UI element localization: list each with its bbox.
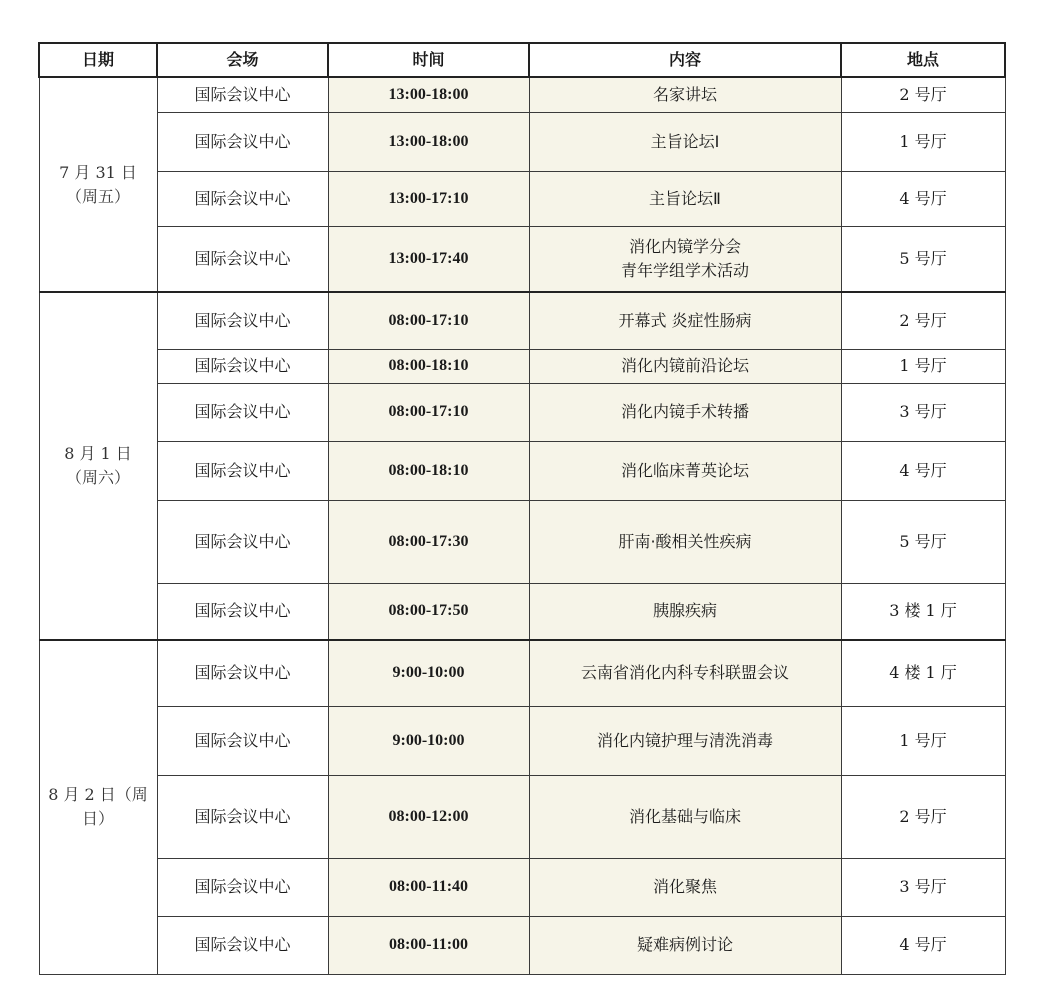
table-row bbox=[39, 171, 1005, 226]
time-cell: 13:00-17:10 bbox=[328, 171, 529, 226]
time-cell: 9:00-10:00 bbox=[328, 706, 529, 775]
venue-cell: 国际会议中心 bbox=[157, 349, 328, 383]
header-date: 日期 bbox=[39, 43, 157, 77]
content-cell: 消化内镜前沿论坛 bbox=[529, 349, 841, 383]
time-cell: 08:00-17:30 bbox=[328, 500, 529, 583]
venue-cell: 国际会议中心 bbox=[157, 226, 328, 292]
venue-cell: 国际会议中心 bbox=[157, 706, 328, 775]
time-cell: 9:00-10:00 bbox=[328, 640, 529, 706]
table-row bbox=[39, 583, 1005, 640]
header-room: 地点 bbox=[841, 43, 1005, 77]
date-cell: 8 月 1 日 （周六） bbox=[39, 292, 157, 640]
venue-cell: 国际会议中心 bbox=[157, 441, 328, 500]
table-row bbox=[39, 916, 1005, 974]
table-row bbox=[39, 706, 1005, 775]
venue-cell: 国际会议中心 bbox=[157, 858, 328, 916]
venue-cell: 国际会议中心 bbox=[157, 775, 328, 858]
content-cell: 消化基础与临床 bbox=[529, 775, 841, 858]
table-row bbox=[39, 640, 1005, 706]
room-cell: 1 号厅 bbox=[841, 706, 1005, 775]
room-cell: 4 楼 1 厅 bbox=[841, 640, 1005, 706]
room-cell: 1 号厅 bbox=[841, 349, 1005, 383]
room-cell: 2 号厅 bbox=[841, 775, 1005, 858]
content-cell: 消化内镜学分会 青年学组学术活动 bbox=[529, 226, 841, 292]
venue-cell: 国际会议中心 bbox=[157, 292, 328, 349]
room-cell: 5 号厅 bbox=[841, 226, 1005, 292]
venue-cell: 国际会议中心 bbox=[157, 916, 328, 974]
table-row bbox=[39, 349, 1005, 383]
content-cell: 疑难病例讨论 bbox=[529, 916, 841, 974]
content-cell: 肝南·酸相关性疾病 bbox=[529, 500, 841, 583]
content-cell: 主旨论坛Ⅰ bbox=[529, 112, 841, 171]
date-cell: 8 月 2 日（周 日） bbox=[39, 640, 157, 974]
content-cell: 名家讲坛 bbox=[529, 77, 841, 112]
venue-cell: 国际会议中心 bbox=[157, 77, 328, 112]
time-cell: 13:00-18:00 bbox=[328, 77, 529, 112]
time-cell: 08:00-17:10 bbox=[328, 383, 529, 441]
header-content: 内容 bbox=[529, 43, 841, 77]
venue-cell: 国际会议中心 bbox=[157, 583, 328, 640]
room-cell: 3 号厅 bbox=[841, 383, 1005, 441]
table-header bbox=[39, 43, 1005, 77]
venue-cell: 国际会议中心 bbox=[157, 640, 328, 706]
venue-cell: 国际会议中心 bbox=[157, 500, 328, 583]
table-row bbox=[39, 500, 1005, 583]
schedule-table bbox=[38, 42, 1006, 975]
header-time: 时间 bbox=[328, 43, 529, 77]
table-row bbox=[39, 112, 1005, 171]
venue-cell: 国际会议中心 bbox=[157, 383, 328, 441]
table-row bbox=[39, 77, 1005, 112]
room-cell: 5 号厅 bbox=[841, 500, 1005, 583]
date-cell: 7 月 31 日 （周五） bbox=[39, 77, 157, 292]
header-row bbox=[39, 43, 1005, 77]
table-row bbox=[39, 858, 1005, 916]
room-cell: 4 号厅 bbox=[841, 441, 1005, 500]
table-row bbox=[39, 226, 1005, 292]
header-venue: 会场 bbox=[157, 43, 328, 77]
room-cell: 3 号厅 bbox=[841, 858, 1005, 916]
time-cell: 08:00-11:40 bbox=[328, 858, 529, 916]
content-cell: 主旨论坛Ⅱ bbox=[529, 171, 841, 226]
content-cell: 云南省消化内科专科联盟会议 bbox=[529, 640, 841, 706]
table-row bbox=[39, 775, 1005, 858]
time-cell: 13:00-17:40 bbox=[328, 226, 529, 292]
time-cell: 08:00-17:10 bbox=[328, 292, 529, 349]
room-cell: 2 号厅 bbox=[841, 77, 1005, 112]
content-cell: 消化临床菁英论坛 bbox=[529, 441, 841, 500]
table-body bbox=[39, 77, 1005, 974]
room-cell: 2 号厅 bbox=[841, 292, 1005, 349]
time-cell: 08:00-18:10 bbox=[328, 349, 529, 383]
content-cell: 消化内镜护理与清洗消毒 bbox=[529, 706, 841, 775]
room-cell: 3 楼 1 厅 bbox=[841, 583, 1005, 640]
venue-cell: 国际会议中心 bbox=[157, 112, 328, 171]
content-cell: 消化内镜手术转播 bbox=[529, 383, 841, 441]
room-cell: 4 号厅 bbox=[841, 171, 1005, 226]
time-cell: 08:00-17:50 bbox=[328, 583, 529, 640]
table-row bbox=[39, 292, 1005, 349]
table-row bbox=[39, 383, 1005, 441]
content-cell: 开幕式 炎症性肠病 bbox=[529, 292, 841, 349]
time-cell: 13:00-18:00 bbox=[328, 112, 529, 171]
time-cell: 08:00-18:10 bbox=[328, 441, 529, 500]
content-cell: 消化聚焦 bbox=[529, 858, 841, 916]
content-cell: 胰腺疾病 bbox=[529, 583, 841, 640]
room-cell: 4 号厅 bbox=[841, 916, 1005, 974]
room-cell: 1 号厅 bbox=[841, 112, 1005, 171]
time-cell: 08:00-11:00 bbox=[328, 916, 529, 974]
table-row bbox=[39, 441, 1005, 500]
time-cell: 08:00-12:00 bbox=[328, 775, 529, 858]
venue-cell: 国际会议中心 bbox=[157, 171, 328, 226]
